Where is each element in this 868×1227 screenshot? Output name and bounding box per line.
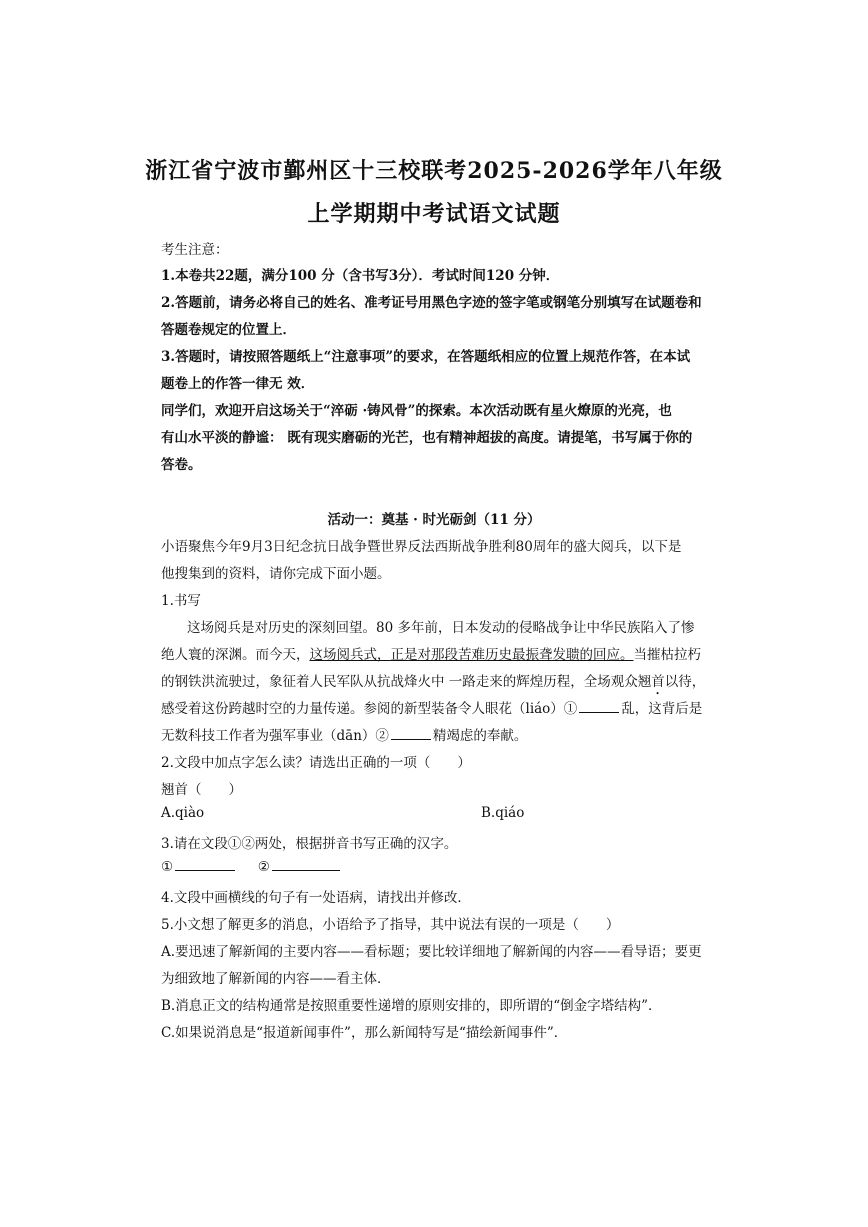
notice-item-3b: 题卷上的作答一律无 效． xyxy=(161,376,315,392)
exam-title-line2: 上学期期中考试语文试题 xyxy=(307,201,561,227)
question-3-blank-1[interactable] xyxy=(175,869,235,871)
blank-label-1: ① xyxy=(161,859,174,875)
notice-item-1: 1.本卷共22题，满分100 分（含书写3分）．考试时间120 分钟． xyxy=(161,268,560,284)
question-2-option-a[interactable]: A.qiào xyxy=(161,805,205,821)
question-5-option-c[interactable]: C.如果说消息是“报道新闻事件”，那么新闻特写是“描绘新闻事件”． xyxy=(161,1025,568,1041)
passage-line-1: 这场阅兵是对历史的深刻回望。80 多年前，日本发动的侵略战争让中华民族陷入了惨 xyxy=(187,620,695,636)
notice-heading: 考生注意： xyxy=(161,242,229,258)
notice-item-2a: 2.答题前，请务必将自己的姓名、准考证号用黑色字迹的签字笔或钢笔分别填写在试题卷和 xyxy=(161,295,702,311)
intro-line-a: 同学们，欢迎开启这场关于“淬砺 ·铸风骨”的探索。本次活动既有星火燎原的光亮，也 xyxy=(161,403,672,419)
passage-line-2-end: 当摧枯拉朽 xyxy=(633,647,701,663)
answer-blank-1[interactable] xyxy=(579,711,619,713)
passage-line-5 xyxy=(161,724,721,744)
passage-line-5-end: 精竭虑的奉献。 xyxy=(432,728,528,744)
activity1-heading: 活动一：奠基 · 时光砺剑（11 分） xyxy=(327,512,541,528)
passage-line-4-start: 感受着这份跨越时空的力量传递。参阅的新型装备令人眼花（liáo）① xyxy=(161,701,578,717)
question-3-blank-2[interactable] xyxy=(272,869,340,871)
passage-line-3-start: 的钢铁洪流驶过，象征着人民军队从抗战烽火中 一路走来的辉煌历程，全场观众翘 xyxy=(161,674,652,690)
question-2: 2.文段中加点字怎么读？请选出正确的一项（ ） xyxy=(161,755,471,771)
activity1-lead-a: 小语聚焦今年9月3日纪念抗日战争暨世界反法西斯战争胜利80周年的盛大阅兵，以下是 xyxy=(161,539,682,555)
notice-item-3a: 3.答题时，请按照答题纸上“注意事项”的要求，在答题纸相应的位置上规范作答，在本试 xyxy=(161,349,691,365)
passage-line-3-end: 以待， xyxy=(664,674,706,690)
question-5-option-a-line2[interactable]: 为细致地了解新闻的内容——看主体． xyxy=(161,971,391,987)
activity1-lead-b: 他搜集到的资料，请你完成下面小题。 xyxy=(161,566,391,582)
passage-line-2-start: 绝人寰的深渊。而今天， xyxy=(161,647,310,663)
passage-line-5-start: 无数科技工作者为强军事业（dān）② xyxy=(161,728,389,744)
dotted-character: 首 xyxy=(651,674,665,690)
passage-line-4 xyxy=(161,697,721,717)
passage-line-2 xyxy=(161,643,721,663)
question-2-word: 翘首（ ） xyxy=(161,782,242,798)
intro-line-b: 有山水平淡的静谧： 既有现实磨砺的光芒，也有精神超拔的高度。请提笔，书写属于你的 xyxy=(161,430,693,446)
question-3-blanks xyxy=(161,859,721,875)
question-1-label: 1.书写 xyxy=(161,593,201,609)
passage-line-4-end: 乱，这背后是 xyxy=(621,701,703,717)
intro-line-c: 答卷。 xyxy=(161,457,202,473)
question-5-option-b[interactable]: B.消息正文的结构通常是按照重要性递增的原则安排的，即所谓的“倒金字塔结构”． xyxy=(161,998,662,1014)
blank-label-2: ② xyxy=(257,859,270,875)
question-4: 4.文段中画横线的句子有一处语病，请找出并修改． xyxy=(161,890,471,906)
question-5: 5.小文想了解更多的消息，小语给予了指导，其中说法有误的一项是（ ） xyxy=(161,917,620,933)
underlined-sentence: 这场阅兵式，正是对那段苦难历史最振聋发聩的回应。 xyxy=(309,647,634,663)
question-5-option-a-line1[interactable]: A.要迅速了解新闻的主要内容——看标题；要比较详细地了解新闻的内容——看导语；要更 xyxy=(161,944,702,960)
question-3: 3.请在文段①②两处，根据拼音书写正确的汉字。 xyxy=(161,836,458,852)
answer-blank-2[interactable] xyxy=(391,738,431,740)
exam-title-line1: 浙江省宁波市鄞州区十三校联考2025-2026学年八年级 xyxy=(145,158,723,184)
question-2-option-b[interactable]: B.qiáo xyxy=(481,805,525,821)
notice-item-2b: 答题卷规定的位置上． xyxy=(161,322,296,338)
passage-line-3 xyxy=(161,670,721,698)
